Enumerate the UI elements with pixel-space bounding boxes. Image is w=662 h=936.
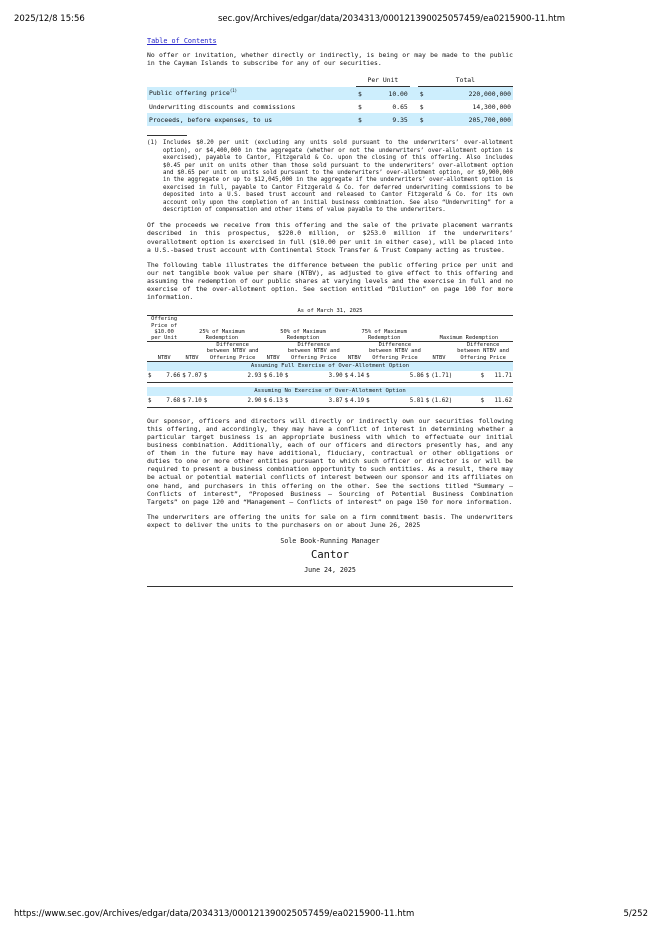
print-datetime: 2025/12/8 15:56 xyxy=(14,14,85,24)
footnote-mark: (1) xyxy=(147,140,158,147)
underwriter-name: Cantor xyxy=(311,549,349,562)
table-row xyxy=(147,396,513,408)
cell-value: 3.87 xyxy=(299,396,343,408)
currency: $ xyxy=(284,371,299,383)
currency: $ xyxy=(419,102,424,111)
currency: $ xyxy=(356,87,368,101)
group-max-header: Maximum Redemption xyxy=(425,316,513,342)
table-of-contents-link[interactable]: Table of Contents xyxy=(147,37,217,45)
total-value: 220,000,000 xyxy=(430,87,513,101)
ntbv-intro-paragraph: The following table illustrates the difference between the public offering price per unit and our net tangible book value per share (NTBV), as adjusted to give effect to this offering and assuming the redemption of our public shares at varying levels and the exercise in full and no exercise of the over-allotment option. See section entitled “Dilution” on page 100 for more information. xyxy=(147,260,513,302)
cell-value: 11.71 xyxy=(494,373,512,380)
currency: $ xyxy=(365,371,380,383)
currency: $ xyxy=(147,371,156,383)
currency: $ xyxy=(418,87,430,101)
cell-value: 3.90 xyxy=(299,371,343,383)
currency: $ xyxy=(365,396,380,408)
group-25-header: 25% of Maximum Redemption xyxy=(181,316,262,342)
col-per-unit: Per Unit xyxy=(356,74,410,87)
currency: $ xyxy=(262,371,268,383)
offering-table xyxy=(147,74,513,126)
footnote xyxy=(147,140,513,214)
cayman-islands-paragraph: No offer or invitation, whether directly or indirectly, is being or may be made to the public in the Cayman Islands to subscribe for any of our securities. xyxy=(147,51,513,68)
cell-value: 7.07 xyxy=(187,371,203,383)
currency: $ xyxy=(480,373,485,380)
footnote-divider xyxy=(147,135,187,136)
cell-value: 6.13 xyxy=(268,396,284,408)
band-no-exercise: Assuming No Exercise of Over-Allotment Option xyxy=(147,387,513,396)
cell-value: 7.10 xyxy=(187,396,203,408)
row-label: Underwriting discounts and commissions xyxy=(149,102,296,111)
table-row xyxy=(147,371,513,383)
col-difference: Difference between NTBV and Offering Price xyxy=(203,342,263,362)
cell-value: 11.62 xyxy=(494,398,512,405)
cell-value: (1.71) xyxy=(430,371,453,383)
currency: $ xyxy=(262,396,268,408)
per-unit-value: 0.65 xyxy=(392,102,408,111)
as-of-date: As of March 31, 2025 xyxy=(147,308,513,316)
cell-value: 7.68 xyxy=(156,396,182,408)
cell-value: 6.10 xyxy=(268,371,284,383)
page-number: 5/252 xyxy=(623,909,648,919)
offering-table-header xyxy=(147,74,513,87)
prospectus-date: June 24, 2025 xyxy=(304,566,356,575)
band-full-exercise: Assuming Full Exercise of Over-Allotment Option xyxy=(147,361,513,371)
col-ntbv: NTBV xyxy=(425,342,453,362)
cell-value: 4.19 xyxy=(349,396,365,408)
currency: $ xyxy=(480,398,485,405)
currency: $ xyxy=(425,371,431,383)
cell-value: 7.66 xyxy=(156,371,182,383)
group-50-header: 50% of Maximum Redemption xyxy=(262,316,343,342)
col-ntbv: NTBV xyxy=(181,342,202,362)
currency: $ xyxy=(418,113,430,126)
cell-value: 2.93 xyxy=(218,371,262,383)
col-difference: Difference between NTBV and Offering Price xyxy=(453,342,513,362)
delivery-paragraph: The underwriters are offering the units for sale on a firm commitment basis. The underwriters expect to deliver the units to the purchasers on or about June 26, 2025 xyxy=(147,512,513,529)
group-75-header: 75% of Maximum Redemption xyxy=(344,316,425,342)
total-value: 205,700,000 xyxy=(430,113,513,126)
document-body xyxy=(147,37,513,587)
currency: $ xyxy=(203,371,218,383)
col-difference: Difference between NTBV and Offering Price xyxy=(284,342,344,362)
total-value: 14,300,000 xyxy=(472,102,511,111)
col-ntbv: NTBV xyxy=(344,342,365,362)
offering-price-header: Offering Price of $10.00 per Unit xyxy=(147,316,181,342)
footer-url: https://www.sec.gov/Archives/edgar/data/2034313/000121390025057459/ea0215900-11.htm xyxy=(14,909,415,919)
col-total: Total xyxy=(418,74,513,87)
currency: $ xyxy=(284,396,299,408)
cell-value: 5.86 xyxy=(380,371,424,383)
table-row xyxy=(147,113,513,126)
cell-value: (1.62) xyxy=(430,396,453,408)
ntbv-table xyxy=(147,308,513,408)
cell-value: 5.81 xyxy=(380,396,424,408)
col-ntbv: NTBV xyxy=(262,342,283,362)
currency: $ xyxy=(203,396,218,408)
cell-value: 2.90 xyxy=(218,396,262,408)
per-unit-value: 9.35 xyxy=(368,113,410,126)
conflicts-paragraph: Our sponsor, officers and directors will directly or indirectly own our securities following this offering, and accordingly, they may have a conflict of interest in determining whether a particular target business is an appropriate business with which to effectuate our initial business combination. Additionally, each of our officers and directors presently has, and any of them in the future may have additional, fiduciary, contractual or other obligations or duties to one or more other entities pursuant to which such officer or director is or will be required to present a business combination opportunity to such entities. As a result, there may be actual or potential material conflicts of interest between our sponsor and its affiliates on one hand, and purchasers in this offering on the other. See the sections titled “Summary — Conflicts of interest”, “Proposed Business — Sourcing of Potential Business Combination Targets” on page 120 and “Management — Conflicts of interest” on page 150 for more information. xyxy=(147,416,513,506)
currency: $ xyxy=(344,371,350,383)
footnote-text: Includes $0.20 per unit (excluding any units sold pursuant to the underwriters’ over-allotment option), or $4,400,000 in the aggregate (whether or not the underwriters’ over-allotment option is exercised), payable to Cantor, Fitzgerald & Co. upon the closing of this offering. Also includes $0.45 per unit on units other than those sold pursuant to the underwriters’ over-allotment option and $0.65 per unit on units sold pursuant to the underwriters’ over-allotment option, or $9,900,000 in the aggregate or up to $12,045,000 in the aggregate if the underwriters’ over-allotment option is exercised in full, payable to Cantor Fitzgerald & Co. for deferred underwriting commissions to be deposited into a U.S. based trust account and released to Cantor Fitzgerald & Co. for its own account only upon the completion of an initial business combination. See also “Underwriting” for a description of compensation and other items of value payable to the underwriters. xyxy=(163,140,513,213)
table-row xyxy=(147,100,513,113)
currency: $ xyxy=(425,396,431,408)
col-difference: Difference between NTBV and Offering Price xyxy=(365,342,425,362)
row-label: Public offering price xyxy=(149,89,230,98)
currency: $ xyxy=(147,396,156,408)
col-ntbv: NTBV xyxy=(147,342,181,362)
footnote-ref: (1) xyxy=(229,88,238,94)
currency: $ xyxy=(356,113,368,126)
trust-account-paragraph: Of the proceeds we receive from this offering and the sale of the private placement warrants described in this prospectus, $220.0 million, or $253.0 million if the underwriters’ overallotment option is exercised in full ($10.00 per unit in either case), will be placed into a U.S.-based trust account with Continental Stock Transfer & Trust Company acting as trustee. xyxy=(147,221,513,254)
cell-value: 4.14 xyxy=(349,371,365,383)
row-label: Proceeds, before expenses, to us xyxy=(149,115,273,124)
table-row xyxy=(147,87,513,101)
currency: $ xyxy=(344,396,350,408)
print-url: sec.gov/Archives/edgar/data/2034313/000121390025057459/ea0215900-11.htm xyxy=(218,14,566,24)
currency: $ xyxy=(181,371,187,383)
section-divider xyxy=(147,586,513,587)
sole-book-running-manager: Sole Book-Running Manager xyxy=(280,537,380,546)
currency: $ xyxy=(181,396,187,408)
per-unit-value: 10.00 xyxy=(368,87,410,101)
currency: $ xyxy=(358,102,362,111)
